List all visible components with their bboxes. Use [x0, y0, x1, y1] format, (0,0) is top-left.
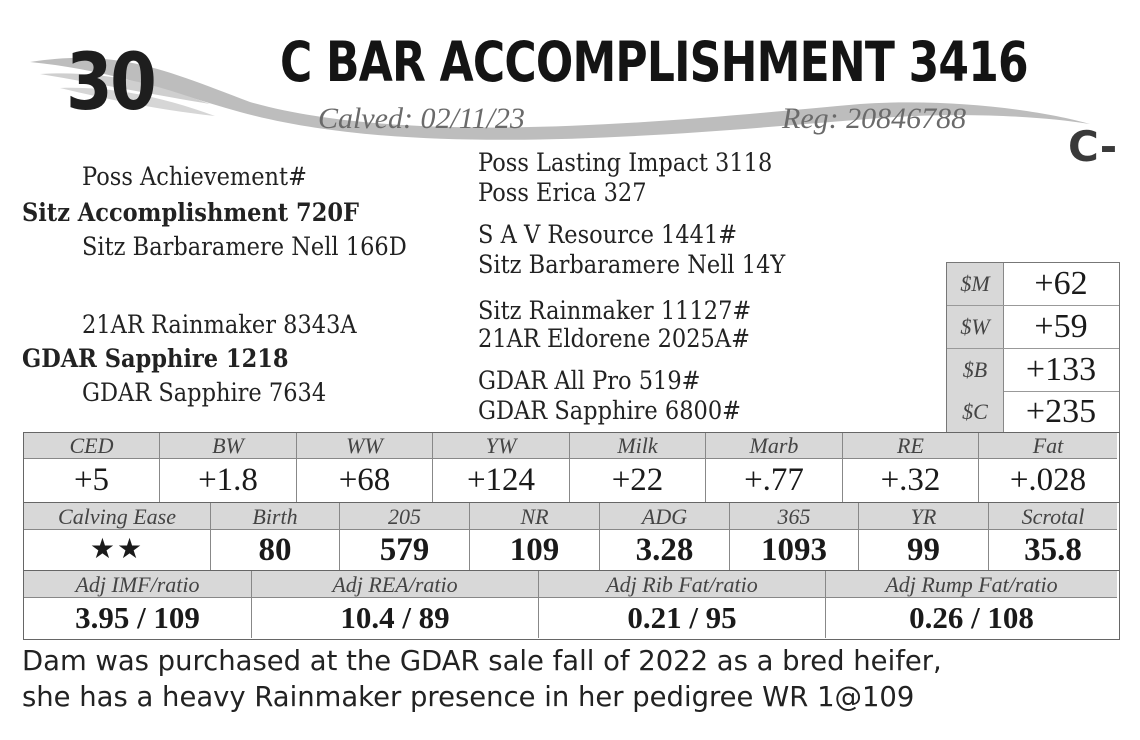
ultrasound-header: Adj REA/ratio: [252, 571, 539, 598]
actuals-header: NR: [470, 503, 600, 530]
dollar-index-value: +62: [1034, 265, 1088, 302]
animal-name: C BAR ACCOMPLISHMENT 3416: [280, 30, 1028, 94]
dollar-index-row: [947, 391, 1119, 433]
pedigree-sire-dam: Sitz Barbaramere Nell 166D: [82, 232, 407, 261]
epd-value: +22: [570, 459, 706, 502]
epd-header: YW: [433, 433, 570, 459]
notes-line: she has a heavy Rainmaker presence in her pedigree WR 1@109: [22, 680, 915, 713]
grade-badge: C-: [1068, 122, 1118, 171]
actuals-header: YR: [859, 503, 989, 530]
dollar-index-label: $B: [947, 349, 1004, 391]
pedigree-sire-sire: Poss Achievement#: [82, 162, 307, 191]
dollar-index-label: $M: [947, 263, 1004, 305]
actuals-value: 579: [340, 530, 470, 570]
epd-header: Fat: [979, 433, 1117, 459]
dollar-index-row: [947, 349, 1119, 392]
dollar-index-value: +133: [1025, 351, 1097, 388]
epd-table: [23, 432, 1120, 504]
ultrasound-value: 0.26 / 108: [909, 600, 1034, 635]
dollar-index-table: [946, 262, 1120, 434]
epd-value: +124: [433, 459, 570, 502]
actuals-header: Scrotal: [989, 503, 1117, 530]
dollar-index-value: +235: [1025, 393, 1097, 430]
pedigree-ggp: GDAR Sapphire 6800#: [478, 396, 742, 425]
calved-date: Calved: 02/11/23: [318, 102, 525, 135]
epd-value: +.32: [843, 459, 979, 502]
ultrasound-header: Adj Rump Fat/ratio: [826, 571, 1117, 598]
ultrasound-value: 0.21 / 95: [539, 598, 826, 638]
epd-value: +5: [24, 459, 160, 502]
ultrasound-header: Adj Rib Fat/ratio: [539, 571, 826, 598]
epd-value: +.77: [706, 459, 843, 502]
actuals-table: [23, 502, 1120, 572]
epd-value: +1.8: [160, 459, 297, 502]
actuals-value: 99: [859, 530, 989, 570]
epd-header: BW: [160, 433, 297, 459]
epd-header: RE: [843, 433, 979, 459]
dollar-index-row: [947, 263, 1119, 306]
actuals-header: 365: [730, 503, 859, 530]
pedigree-ggp: Poss Erica 327: [478, 178, 647, 207]
pedigree-dam: GDAR Sapphire 1218: [22, 344, 289, 373]
ultrasound-header: Adj IMF/ratio: [24, 571, 252, 598]
epd-value: +68: [297, 459, 433, 502]
dollar-index-value: +59: [1034, 308, 1088, 345]
dollar-index-label: $C: [947, 391, 1004, 433]
pedigree-ggp: GDAR All Pro 519#: [478, 366, 701, 395]
pedigree-ggp: 21AR Eldorene 2025A#: [478, 324, 750, 353]
epd-value: +.028: [1009, 462, 1087, 498]
actuals-value: 3.28: [600, 530, 730, 570]
actuals-header: ADG: [600, 503, 730, 530]
ultrasound-value: 10.4 / 89: [252, 598, 539, 638]
actuals-header: 205: [340, 503, 470, 530]
lot-number: 30: [66, 38, 155, 128]
epd-header: Milk: [570, 433, 706, 459]
calving-ease-stars: ★★: [24, 530, 211, 570]
pedigree-dam-sire: 21AR Rainmaker 8343A: [82, 310, 357, 339]
actuals-header: Birth: [211, 503, 340, 530]
epd-header: Marb: [706, 433, 843, 459]
epd-header: CED: [24, 433, 160, 459]
pedigree-ggp: Sitz Rainmaker 11127#: [478, 296, 752, 325]
dollar-index-label: $W: [947, 306, 1004, 348]
ultrasound-table: [23, 570, 1120, 640]
actuals-value: 35.8: [1024, 532, 1082, 568]
pedigree-ggp: Poss Lasting Impact 3118: [478, 148, 773, 177]
actuals-value: 80: [211, 530, 340, 570]
notes-line: Dam was purchased at the GDAR sale fall of 2022 as a bred heifer,: [22, 644, 942, 677]
registration-number: Reg: 20846788: [782, 102, 967, 135]
pedigree-dam-dam: GDAR Sapphire 7634: [82, 378, 327, 407]
pedigree-sire: Sitz Accomplishment 720F: [22, 198, 359, 227]
actuals-value: 1093: [730, 530, 859, 570]
dollar-index-row: [947, 306, 1119, 349]
actuals-value: 109: [470, 530, 600, 570]
epd-header: WW: [297, 433, 433, 459]
ultrasound-value: 3.95 / 109: [24, 598, 252, 638]
pedigree-ggp: S A V Resource 1441#: [478, 220, 738, 249]
actuals-header: Calving Ease: [24, 503, 211, 530]
pedigree-ggp: Sitz Barbaramere Nell 14Y: [478, 250, 786, 279]
